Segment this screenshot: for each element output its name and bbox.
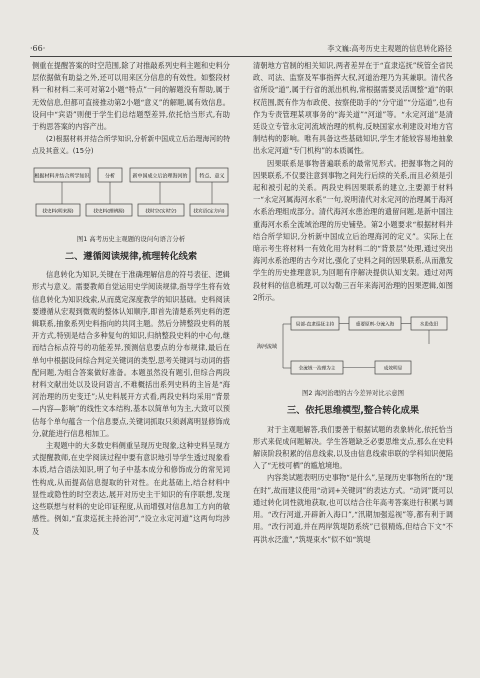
paragraph: 主观题中的大多数史料侧重呈现历史现象,这种史料呈现方式提醒教师,在史学阅读过程中要有意识地引导学生透过现象看本质,结合语法知识,明了句子中基本成分和修饰成分的常见词性构成,从而提高信息提取的针对性。在此基础上,结合材料中显性或隐性的时空表达,展开对历史主干知识的有序联想,发现这些联想与材料的史论印证程度,从而增强对信息加工方向的敏感性。例如,“直隶巡抚主持治河”,“设立永定河道”这两句均涉及 [32, 441, 230, 536]
paragraph: 因果联系是事物普遍联系的最常见形式。把握事物之间的因果联系,不仅要注意到事物之间先行后续的关系,而且必须是引起和被引起的关系。两段史料因果联系的建立,主要源于材料一“永定河属海河水系”一句,说明清代对永定河的治理属于海河水系治理组成部分。清代海河水患治理的遗留问题,是新中国注重海河水系全流域治理的历史铺垫。第2小题要求“根据材料并结合所学知识,分析新中国成立后治理海河的定义”。实际上在暗示考生将材料一有效化用为材料二的“背景层”处理,通过突出海河水系治理的古今对比,强化了史料之间的因果联系,从而激发学生的历史推理意识,为回题有序解决提供认知支架。通过对两段材料的信息梳理,可以勾勒三百年来海河治理的因果逻辑,如图2所示。 [253, 158, 453, 302]
header-rule [30, 56, 452, 57]
fig2-box-bottom-b-text: 成效明显 [383, 366, 403, 372]
figure-2-diagram [253, 310, 453, 380]
fig2-label-left: 海河流域 [257, 344, 278, 351]
section-heading-2: 二、遵循阅读规律,梳理转化线索 [64, 251, 198, 263]
section-heading-3: 三、依托思维模型,整合转化成果 [286, 405, 420, 417]
fig1-box-bottom-1-text: 找史料(明来源) [42, 209, 74, 215]
figure-1-diagram [32, 164, 230, 226]
page-number: ·66· [30, 44, 46, 53]
right-column [253, 60, 453, 546]
fig2-box-top-b-text: 重要原则-分流入海 [355, 322, 395, 328]
figure-2 [253, 310, 453, 399]
fig2-box-top-a-text: 局部-直隶巡抚主持 [295, 322, 335, 328]
fig1-box-top-3-text: 新中国成立后治理海河的 [132, 173, 188, 180]
figure-1-caption: 图1 高考历史主观题的设问句语言分析 [76, 234, 186, 243]
figure-1 [32, 164, 230, 245]
paragraph: 信息转化为知识,关键在于准确理解信息的符号表征、逻辑形式与意义。需要教师自觉运用史学阅读规律,指导学生将有效信息转化为知识线索,从而奠定深度教学的知识基础。史料阅读要遵循从宏观到微观的整体认知顺序,即首先清楚系列史料的逻辑联系,抽象系列史料指向的共同主题。然后分辨整段史料的展开方式,特别是结合多种复句的知识,归纳整段史料的中心句,继而结合标点符号的功能差异,预测信息要点的分布规律,最后在单句中根据设问综合判定关键词的类型,思考关键词与动词的搭配问题,为组合答案做好准备。本题虽然没有题引,但综合两段材料文献出处以及设问语言,不难概括出系列史料的主旨是“海河治理的历史变迁”;从史料展开方式看,两段史料均采用“背景—内容—影响”的线性文本结构,基本以简单句为主,大致可以预估每个单句蕴含一个信息要点,关键词抓取只须剥离明显修饰成分,就能进行信息相加工。 [32, 270, 230, 438]
fig1-box-top-1-text: 根据材料并结合所学知识 [34, 173, 90, 180]
question-paragraph: (2)根据材料并结合所学知识,分析新中国成立后治理海河的特点及其意义。(15分) [32, 135, 230, 156]
fig1-box-bottom-2-text: 找史料(理辨源) [93, 209, 125, 215]
fig1-box-top-2-text: 分析 [104, 173, 116, 180]
fig1-box-bottom-4-text: 找宾语(定方向) [193, 209, 225, 215]
fig1-box-bottom-3-text: 找时空(实时空) [145, 209, 177, 215]
running-title: 李文巍:高考历史主观题的信息转化路径 [327, 44, 452, 53]
paragraph: 内容类试题表明历史事物“是什么”,呈现历史事物所在的“现在时”,故而建议使用“动词+关键词”的表达方式。“动词”既可以通过转化词性就地获取,也可以结合往年高考答案进行积累与调用。“改行河道,开辟新入海口”,“汛期加强巡视”等,都有利于调用。“改行河道,并在两岸筑堤防系统”已很精炼,但结合下文“不再洪水泛滥”,“筑堤束水”似不如“筑堤 [253, 473, 453, 544]
paragraph: 清朝地方官制的相关知识,两者差异在于“直隶巡抚”统管全省民政、司法、监察及军事指挥大权,河道治理乃为其兼职。清代各省所设“道”,属于行省的派出机构,常根据需要灵活调整“道”的职权范围,既有作为布政使、按察使助手的“分守道”“分巡道”,也有作为专责管理某项事务的“海关道”“河道”等。“永定河道”是清廷设立专管永定河流域治理的机构,反映国家水利建设对地方官制结构的影响。唯有具备这些基础知识,学生才能较容易地抽象出永定河道“专门机构”的本质属性。 [253, 61, 453, 156]
figure-2-caption: 图2 海河治理的古今差异对比示意图 [302, 389, 404, 398]
fig2-box-top-c-text: 水患依旧 [419, 322, 439, 328]
paragraph: 侧重在提醒答案的时空范围,除了对推敲系列史料主题和史料分层依据做有助益之外,还可以用来区分信息的有效性。如整段材料一和材料二来可对第2小题“特点”一问的解题没有帮助,属于无效信息,但都可直接推动第2小题“意义”的解题,属有效信息。设问中“宾语”则便于学生们总结题型差异,依托恰当形式,有助于构思答案的内容产出。 [32, 61, 230, 132]
fig1-box-top-4-text: 特点、意义 [199, 173, 225, 180]
fig2-box-bottom-a-text: 全流域一治理为主 [298, 366, 336, 372]
paragraph: 对于主观题解答,我们要善于根据试题的表象转化,依托恰当形式来促成问题解决。学生答题缺乏必要思维支点,那么在史料解读阶段积累的信息线索,以及由信息线索串联的学科知识便陷入了“无枝可栖”的尴尬境地。 [253, 424, 453, 471]
left-column [32, 60, 230, 538]
